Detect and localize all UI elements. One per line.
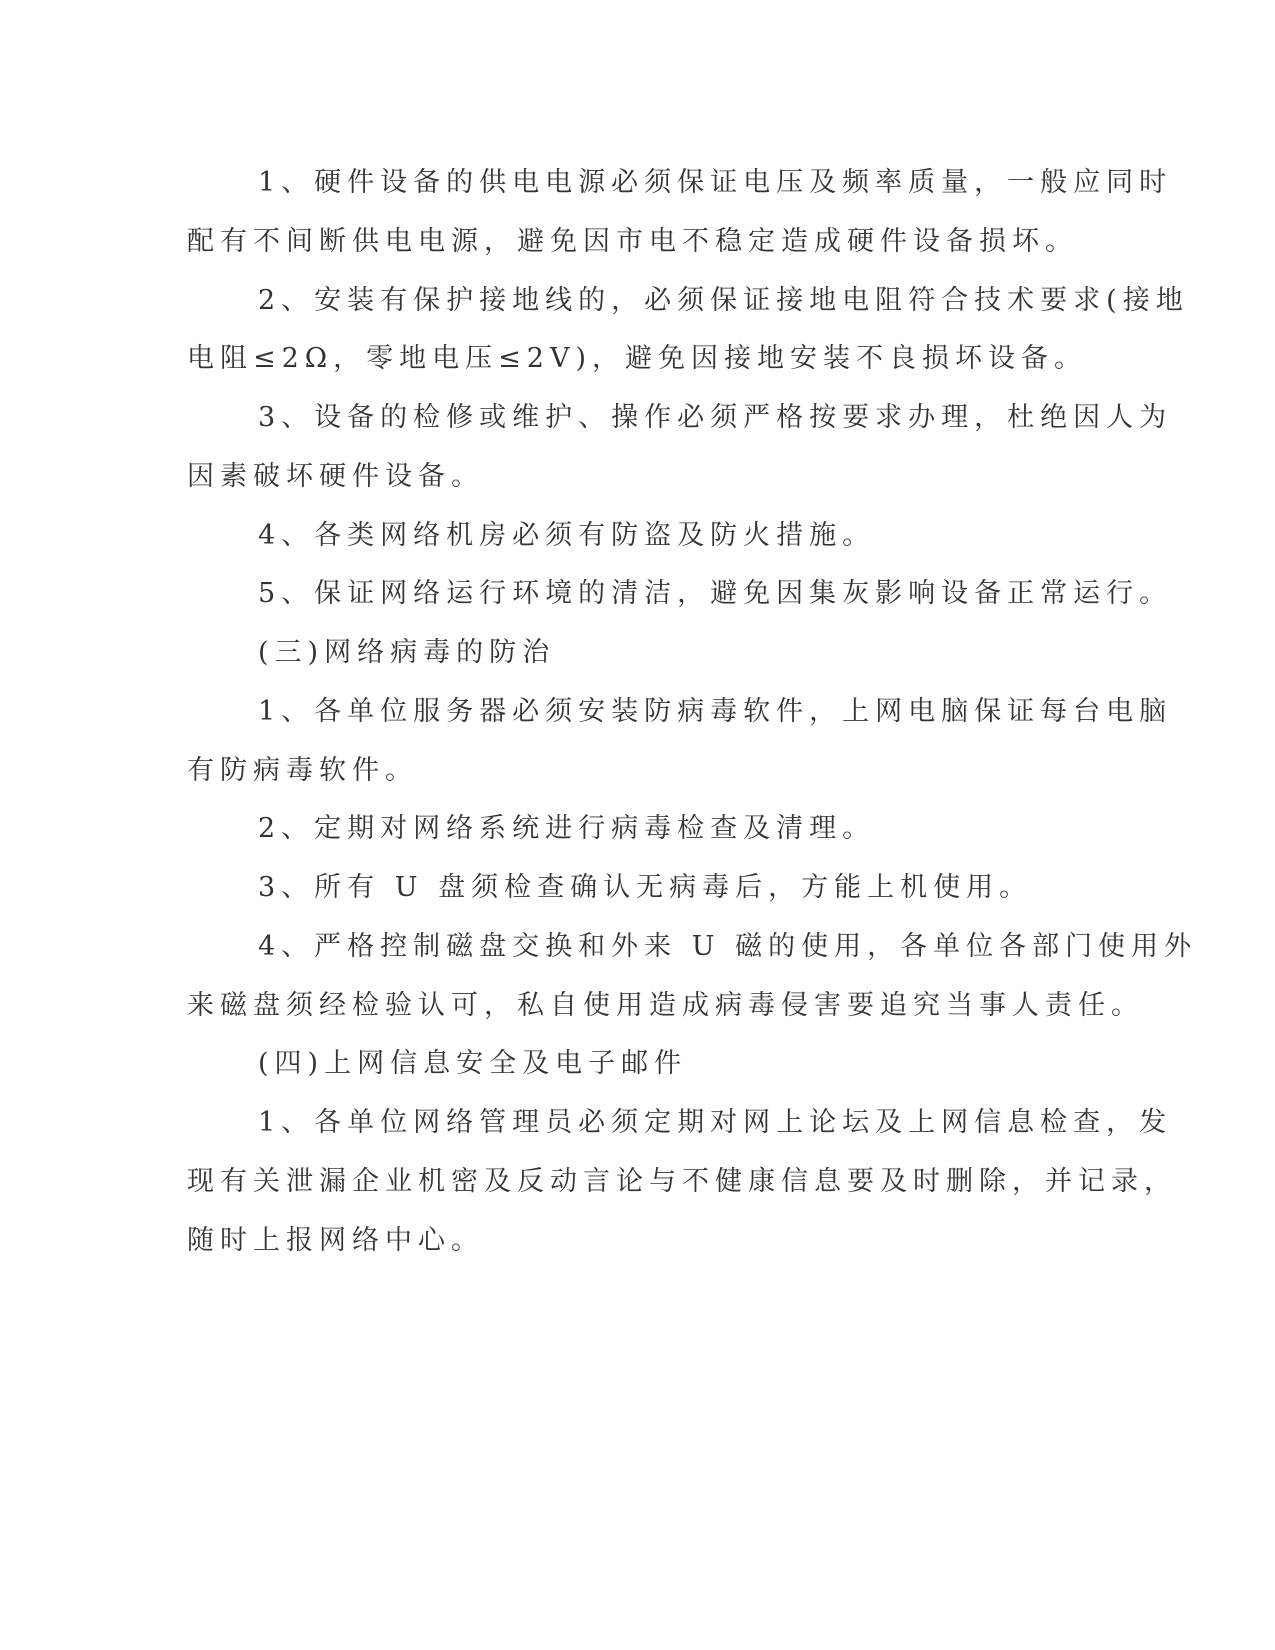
text-line: 1、硬件设备的供电电源必须保证电压及频率质量，一般应同时 bbox=[258, 167, 1173, 198]
text-line: 2、定期对网络系统进行病毒检查及清理。 bbox=[258, 813, 876, 844]
text-line: 1、各单位网络管理员必须定期对网上论坛及上网信息检查，发 bbox=[258, 1107, 1173, 1138]
text-line: 2、安装有保护接地线的，必须保证接地电阻符合技术要求(接地 bbox=[258, 285, 1189, 316]
text-line: 4、各类网络机房必须有防盗及防火措施。 bbox=[258, 520, 876, 551]
text-line: 来磁盘须经检验认可，私自使用造成病毒侵害要追究当事人责任。 bbox=[187, 990, 1144, 1021]
text-line: 3、设备的检修或维护、操作必须严格按要求办理，杜绝因人为 bbox=[258, 402, 1173, 433]
section-heading: (四)上网信息安全及电子邮件 bbox=[258, 1048, 688, 1079]
text-line: 5、保证网络运行环境的清洁，避免因集灰影响设备正常运行。 bbox=[258, 578, 1173, 609]
section-heading: (三)网络病毒的防治 bbox=[258, 637, 556, 668]
text-line: 随时上报网络中心。 bbox=[187, 1225, 484, 1256]
text-line: 有防病毒软件。 bbox=[187, 755, 418, 786]
text-line: 电阻≤2Ω，零地电压≤2V)，避免因接地安装不良损坏设备。 bbox=[187, 343, 1088, 374]
text-line: 因素破坏硬件设备。 bbox=[187, 461, 484, 492]
text-line: 1、各单位服务器必须安装防病毒软件，上网电脑保证每台电脑 bbox=[258, 696, 1173, 727]
text-line: 3、所有 U 盘须检查确认无病毒后，方能上机使用。 bbox=[258, 872, 1033, 903]
text-line: 现有关泄漏企业机密及反动言论与不健康信息要及时删除，并记录， bbox=[187, 1166, 1177, 1197]
text-line: 配有不间断供电电源，避免因市电不稳定造成硬件设备损坏。 bbox=[187, 226, 1078, 257]
text-line: 4、严格控制磁盘交换和外来 U 磁的使用，各单位各部门使用外 bbox=[258, 931, 1198, 962]
